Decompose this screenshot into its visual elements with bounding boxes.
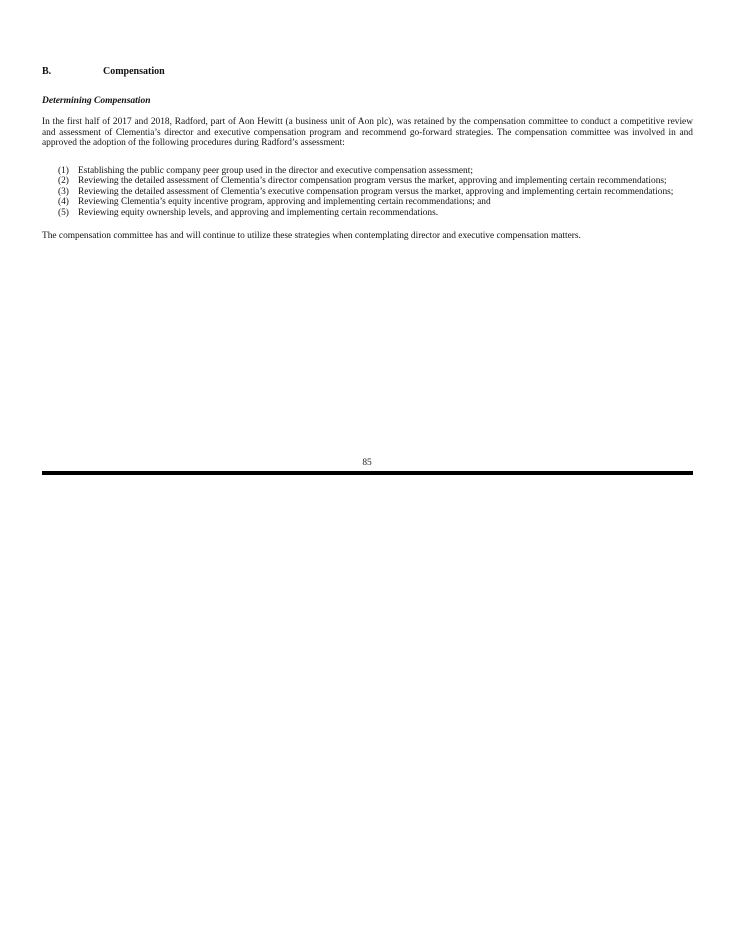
list-item-text: Reviewing equity ownership levels, and approving and implementing certain recommendations.: [78, 207, 439, 218]
numbered-list: [42, 166, 693, 219]
list-item-number: (5): [58, 207, 69, 218]
list-item-number: (1): [58, 165, 69, 176]
list-item-number: (4): [58, 197, 69, 208]
footer-rule: [42, 471, 693, 475]
page-number: 85: [362, 458, 372, 468]
list-item: [42, 208, 693, 219]
section-title: Compensation: [103, 66, 165, 77]
section-heading: [42, 66, 693, 77]
list-item: [42, 176, 693, 187]
list-item: [42, 166, 693, 177]
section-label: B.: [42, 66, 52, 77]
page-content: [42, 0, 693, 242]
list-item-text: Reviewing the detailed assessment of Clementia’s executive compensation program versus the market, approving and implementing certain recommendations;: [78, 186, 674, 197]
list-item-number: (3): [58, 186, 69, 197]
list-item-number: (2): [58, 176, 69, 187]
page-footer: [0, 458, 734, 475]
list-item: [42, 197, 693, 208]
intro-paragraph: In the first half of 2017 and 2018, Radford, part of Aon Hewitt (a business unit of Aon plc), was retained by the compensation committee to conduct a competitive review and assessment of Clementia’s director and executive compensation program and recommend go-forward strategies. The compensation committee was involved in and approved the adoption of the following procedures during Radford’s assessment:: [42, 117, 693, 148]
list-item-text: Establishing the public company peer group used in the director and executive compensation assessment;: [78, 165, 473, 176]
list-item-text: Reviewing Clementia’s equity incentive program, approving and implementing certain recommendations; and: [78, 197, 491, 208]
subsection-heading: Determining Compensation: [42, 96, 151, 106]
closing-paragraph: The compensation committee has and will continue to utilize these strategies when contemplating director and executive compensation matters.: [42, 231, 581, 242]
list-item-text: Reviewing the detailed assessment of Clementia’s director compensation program versus the market, approving and implementing certain recommendations;: [78, 176, 667, 187]
list-item: [42, 187, 693, 198]
